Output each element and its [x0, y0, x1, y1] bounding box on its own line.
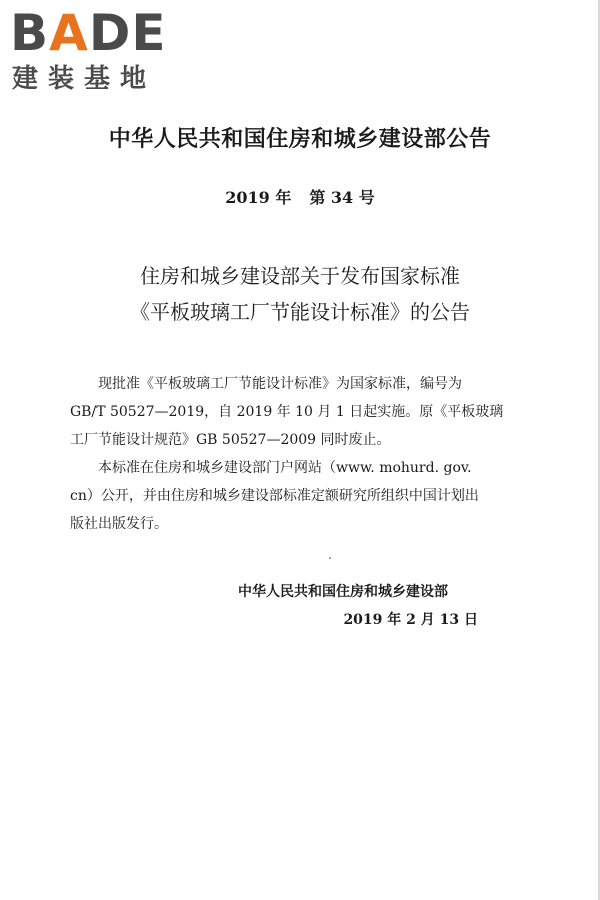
issue-year: 2019 年: [225, 188, 292, 207]
body-line: GB/T 50527—2019，自 2019 年 10 月 1 日起实施。原《平板玻璃: [70, 404, 504, 420]
logo-accent-letter: A: [49, 4, 89, 62]
body-line: 现批准《平板玻璃工厂节能设计标准》为国家标准，编号为: [98, 376, 462, 392]
notice-title-line-2: 《平板玻璃工厂节能设计标准》的公告: [130, 300, 470, 324]
signature-date: 2019 年 2 月 13 日: [343, 612, 478, 628]
signature-block: [238, 578, 498, 634]
notice-title-line-1: 住房和城乡建设部关于发布国家标准: [140, 264, 460, 288]
issue-sequence: 第 34 号: [309, 188, 375, 207]
logo-subtitle: 建装基地: [12, 64, 157, 94]
signature-org: 中华人民共和国住房和城乡建设部: [238, 584, 448, 600]
body-line: cn）公开，并由住房和城乡建设部标准定额研究所组织中国计划出: [70, 488, 479, 504]
bade-logo: [10, 6, 180, 96]
scan-speck: [329, 557, 331, 559]
body-line: 版社出版发行。: [70, 516, 168, 532]
notice-body: [70, 370, 540, 538]
issue-number: [0, 185, 600, 208]
body-line: 本标准在住房和城乡建设部门户网站（www. mohurd. gov.: [98, 460, 472, 476]
body-line: 工厂节能设计规范》GB 50527—2009 同时废止。: [70, 432, 391, 448]
issuer-title: 中华人民共和国住房和城乡建设部公告: [108, 127, 492, 152]
notice-title: [0, 258, 600, 330]
logo-wordmark: BADE: [10, 4, 167, 62]
